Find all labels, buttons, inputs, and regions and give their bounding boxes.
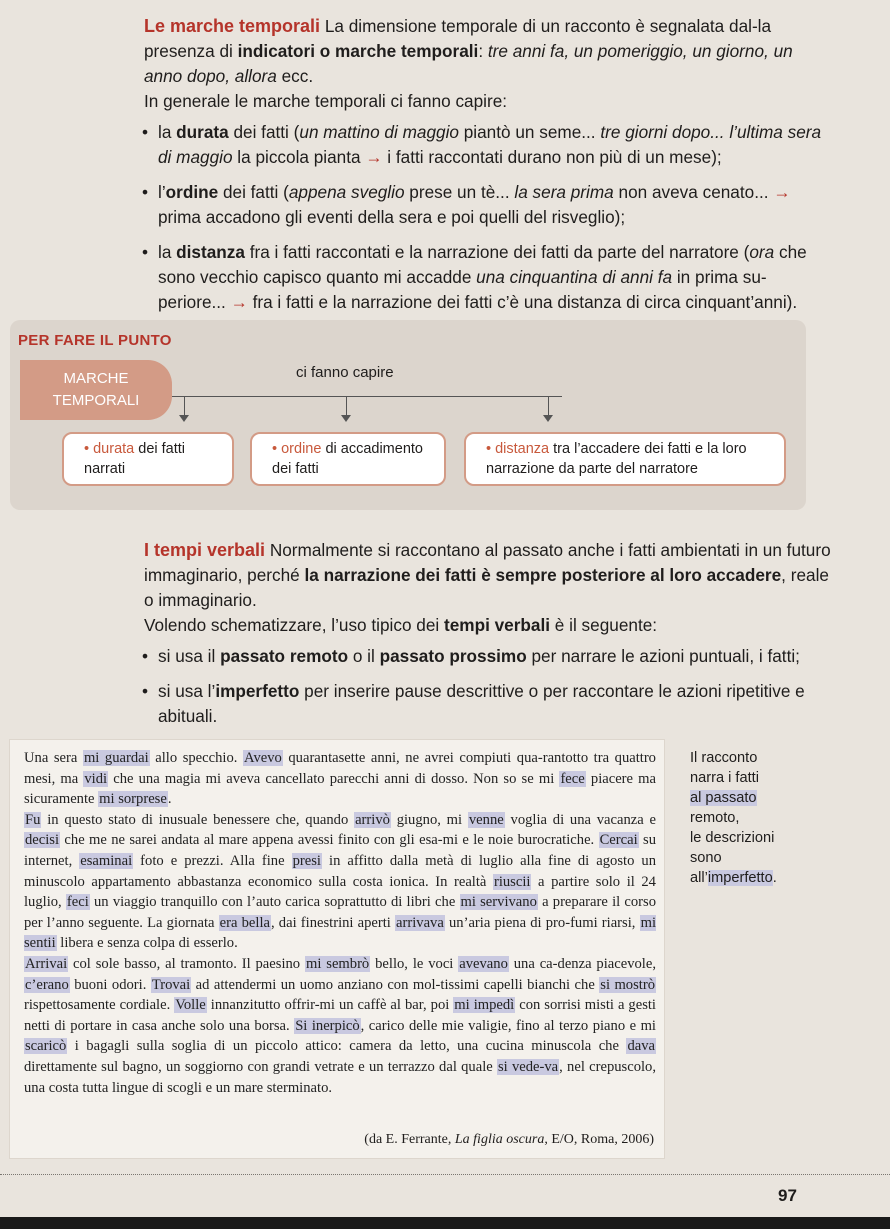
- text-run: per narrare le azioni puntuali, i fatti;: [526, 646, 800, 666]
- sec1-bullet-ordine: [144, 180, 834, 230]
- text-run: Normalmente si raccontano al passato anche i fatti ambientati in un futuro immaginario, perché: [144, 540, 831, 585]
- highlighted-verb: fece: [560, 770, 585, 787]
- highlighted-verb: dava: [627, 1038, 655, 1055]
- highlighted-verb: mi guardai: [83, 750, 149, 766]
- text-run: a partire solo il 24 luglio,: [24, 873, 656, 911]
- text-run: piacere ma sicuramente: [24, 770, 656, 808]
- card-ordine-keyword: ordine: [281, 441, 322, 457]
- highlighted-verb: decisi: [25, 832, 60, 849]
- text-run: , reale o immaginario.: [144, 565, 829, 610]
- highlighted-verb: avevano: [459, 955, 508, 972]
- highlighted-verb: scaricò: [25, 1038, 67, 1055]
- text-run: la: [158, 242, 177, 262]
- bottom-edge: [0, 1217, 890, 1229]
- highlighted-verb: Volle: [175, 997, 206, 1014]
- text-run: allo specchio.: [149, 750, 243, 766]
- text-run: ecc.: [276, 66, 314, 86]
- text-run: ad attendermi un uomo anziano con mol-tissimi capelli bianchi che: [191, 976, 600, 993]
- highlighted-verb: mi sentii: [24, 914, 656, 952]
- page-number: 97: [778, 1186, 797, 1205]
- text-run: che una magia mi aveva cancellato parecchi anni di dosso. Non so se mi: [108, 770, 560, 787]
- sec1-bullet-list: [144, 120, 834, 315]
- text-run: quarantasette anni, ne avrei compiuti qua-rantotto tra quattro mesi, ma: [24, 750, 656, 787]
- connector-line: [172, 396, 562, 397]
- text-run: un viaggio tranquillo con l’auto carica soprattutto di libri che: [89, 894, 460, 911]
- text-run: si usa l’: [158, 681, 216, 701]
- tag-line-1: MARCHE: [63, 370, 129, 387]
- text-run: prese un tè...: [404, 182, 515, 202]
- arrow-down-icon: [184, 396, 185, 418]
- text-run: direttamente sul bagno, un soggiorno con grandi vetrate e un terrazzo dal quale: [24, 1058, 497, 1075]
- text-run: fra i fatti e la narrazione dei fatti c’è una distanza di circa cinquant’anni).: [247, 292, 798, 312]
- text-run: ora: [749, 242, 775, 262]
- card-ordine-line2: dei fatti: [272, 461, 319, 477]
- text-run: distanza: [176, 242, 245, 262]
- text-run: una ca-denza piacevole,: [508, 955, 656, 972]
- card-durata-keyword: durata: [93, 441, 135, 457]
- highlighted-verb: mi sorprese: [99, 791, 167, 808]
- tag-line-2: TEMPORALI: [52, 392, 140, 409]
- text-run: ordine: [165, 182, 219, 202]
- text-run: i bagagli sulla soglia di un piccolo attico: camera da letto, una cucina minuscola che: [67, 1038, 627, 1055]
- bullet-mark: •: [272, 441, 278, 457]
- text-run: col sole basso, al tramonto. Il paesino: [68, 955, 305, 972]
- text-run: tre anni fa, un pomeriggio, un giorno, un anno dopo, allora: [144, 41, 793, 86]
- sec2-heading: I tempi verbali: [144, 540, 266, 560]
- text-run: dei fatti (: [228, 122, 300, 142]
- card-durata-line2: narrati: [84, 461, 126, 477]
- excerpt-text: [24, 748, 656, 1098]
- side-note-imperfetto: imperfetto: [707, 870, 773, 886]
- text-run: che me ne sarei andata al mare appena avessi finito con gli esa-mi e le noie burocratiche.: [60, 832, 599, 849]
- card-ordine-text: di accadimento: [321, 441, 423, 457]
- text-run: piantò un seme...: [458, 122, 601, 142]
- card-durata-text: dei fatti: [134, 441, 186, 457]
- highlighted-verb: venne: [468, 811, 504, 828]
- sec1-bullet-distanza: [144, 240, 834, 315]
- sec1-intro: [144, 14, 834, 89]
- text-run: Una sera: [24, 750, 83, 766]
- connector-label: ci fanno capire: [296, 364, 394, 381]
- highlighted-verb: Arrivai: [25, 955, 68, 972]
- text-run: indicatori o marche temporali: [237, 41, 479, 61]
- highlighted-verb: Fu: [25, 811, 41, 828]
- text-run: la narrazione dei fatti è sempre posteriore al loro accadere: [304, 565, 782, 585]
- text-run: Volendo schematizzare, l’uso tipico dei: [144, 615, 444, 635]
- side-note-line: al passato: [690, 790, 757, 806]
- highlighted-verb: mi impedì: [454, 997, 515, 1014]
- text-run: si usa il: [158, 646, 221, 666]
- text-run: bello, le voci: [370, 955, 459, 972]
- sec2-bullet-passato: [144, 644, 834, 669]
- text-run: fra i fatti raccontati e la narrazione dei fatti da parte del narratore (: [244, 242, 750, 262]
- text-run: La dimensione temporale di un racconto è segnalata dal-la presenza di: [144, 16, 772, 61]
- side-note-line: sono: [690, 850, 722, 866]
- text-run: tre giorni dopo... l’ultima sera di maggio: [158, 122, 822, 167]
- text-run: con sorrisi misti a gesti netti di portare in casa anche solo una borsa.: [24, 997, 656, 1034]
- arrow-right-icon: →: [365, 147, 383, 167]
- highlighted-verb: si mostrò: [600, 976, 655, 993]
- text-run: è il seguente:: [550, 615, 658, 635]
- side-note-line: remoto,: [690, 810, 740, 826]
- text-run: a preparare il corso per l’anno seguente. La giornata: [24, 894, 656, 931]
- arrow-right-icon: →: [230, 292, 248, 312]
- highlighted-verb: Trovai: [151, 976, 191, 993]
- sec1-bullet-durata: [144, 120, 834, 170]
- card-distanza: [464, 432, 786, 486]
- text-run: rispettosamente cordiale.: [24, 997, 175, 1014]
- section-tempi-verbali: [144, 538, 834, 739]
- text-run: in affitto dalla metà di luglio alla fine di agosto un minuscolo appartamento abbastanza economico sulla costa ionica. In realtà: [24, 852, 656, 890]
- highlighted-verb: arrivò: [355, 811, 390, 828]
- text-run: , carico delle mie valigie, fino al terzo piano e mi: [360, 1017, 656, 1034]
- side-note-line: le descrizioni: [690, 830, 775, 846]
- highlighted-verb: si vede-va: [497, 1058, 559, 1075]
- highlighted-verb: era bella: [219, 914, 270, 931]
- section-marche-temporali: [144, 14, 834, 325]
- text-run: non aveva cenato...: [613, 182, 774, 202]
- text-run: innanzitutto offrir-mi un caffè al bar, poi: [206, 997, 454, 1014]
- bullet-mark: •: [84, 441, 90, 457]
- text-run: la sera prima: [514, 182, 614, 202]
- highlighted-verb: Avevo: [243, 750, 282, 766]
- text-run: un mattino di maggio: [299, 122, 459, 142]
- sec2-intro: [144, 538, 834, 613]
- side-note-line: narra i fatti: [690, 770, 759, 786]
- excerpt-source: [364, 1132, 654, 1148]
- box-title: PER FARE IL PUNTO: [18, 332, 172, 349]
- text-run: :: [478, 41, 488, 61]
- highlighted-verb: vidi: [84, 770, 108, 787]
- card-ordine: [250, 432, 446, 486]
- text-run: in prima su-periore...: [158, 267, 767, 312]
- excerpt-box: [10, 740, 664, 1158]
- card-distanza-keyword: distanza: [495, 441, 550, 457]
- text-run: , dai finestrini aperti: [270, 914, 396, 931]
- text-run: libera e senza colpa di esserlo.: [56, 935, 238, 952]
- source-prefix: (da E. Ferrante,: [364, 1132, 455, 1147]
- arrow-down-icon: [548, 396, 549, 418]
- text-run: durata: [176, 122, 229, 142]
- text-run: imperfetto: [215, 681, 300, 701]
- side-note-line: Il racconto: [690, 750, 758, 766]
- highlighted-verb: Si inerpicò: [295, 1017, 360, 1034]
- text-run: i fatti raccontati durano non più di un mese);: [382, 147, 722, 167]
- highlighted-verb: feci: [66, 894, 89, 911]
- side-note-prefix: all’: [690, 870, 708, 886]
- source-title: La figlia oscura: [454, 1132, 545, 1147]
- text-run: prima accadono gli eventi della sera e poi quelli del risveglio);: [158, 207, 626, 227]
- text-run: la: [158, 122, 177, 142]
- highlighted-verb: riuscii: [493, 873, 531, 890]
- text-run: , nel crepuscolo, una costa tutta lingue di scogli e un mare sterminato.: [24, 1058, 656, 1096]
- text-run: l’: [158, 182, 166, 202]
- text-run: o il: [348, 646, 380, 666]
- highlighted-verb: Cercai: [599, 832, 638, 849]
- text-run: .: [167, 791, 172, 808]
- highlighted-verb: c’erano: [25, 976, 69, 993]
- text-run: per inserire pause descrittive o per raccontare le azioni ripetitive e abituali.: [158, 681, 805, 726]
- text-run: tempi verbali: [444, 615, 551, 635]
- highlighted-verb: mi servivano: [460, 894, 537, 911]
- source-suffix: , E/O, Roma, 2006): [544, 1132, 654, 1147]
- text-run: giugno, mi: [390, 811, 468, 828]
- sec1-heading: Le marche temporali: [144, 16, 321, 36]
- text-run: passato remoto: [220, 646, 349, 666]
- highlighted-verb: esaminai: [80, 852, 133, 869]
- card-durata: [62, 432, 234, 486]
- text-run: buoni odori.: [69, 976, 151, 993]
- text-run: dei fatti (: [218, 182, 289, 202]
- text-run: la piccola pianta: [232, 147, 366, 167]
- text-run: foto e prezzi. Alla fine: [133, 852, 292, 869]
- card-distanza-text: tra l’accadere dei fatti e la loro: [549, 441, 747, 457]
- summary-box: [10, 320, 806, 510]
- text-run: che sono vecchio capisco quanto mi accadde: [158, 242, 807, 287]
- highlighted-verb: arrivava: [396, 914, 444, 931]
- text-run: passato prossimo: [379, 646, 527, 666]
- text-run: un’aria piena di pro-fumi riarsi,: [444, 914, 640, 931]
- sec2-lead: [144, 613, 834, 638]
- footer-divider: [0, 1174, 890, 1175]
- side-note: [690, 748, 850, 888]
- text-run: su internet,: [24, 832, 657, 869]
- bullet-mark: •: [486, 441, 492, 457]
- text-run: appena sveglio: [288, 182, 405, 202]
- text-run: una cinquantina di anni fa: [476, 267, 673, 287]
- sec2-bullet-imperfetto: [144, 679, 834, 729]
- text-run: voglia di una vacanza e: [504, 811, 657, 828]
- arrow-down-icon: [346, 396, 347, 418]
- text-run: in questo stato di inusuale benessere che, quando: [41, 811, 355, 828]
- card-distanza-line2: narrazione da parte del narratore: [486, 461, 698, 477]
- marche-temporali-tag: [20, 360, 172, 420]
- highlighted-verb: mi sembrò: [305, 955, 370, 972]
- side-note-period: .: [772, 870, 777, 886]
- sec1-lead: In generale le marche temporali ci fanno capire:: [144, 91, 508, 111]
- sec2-bullet-list: [144, 644, 834, 729]
- highlighted-verb: presi: [292, 852, 321, 869]
- arrow-right-icon: →: [773, 182, 791, 202]
